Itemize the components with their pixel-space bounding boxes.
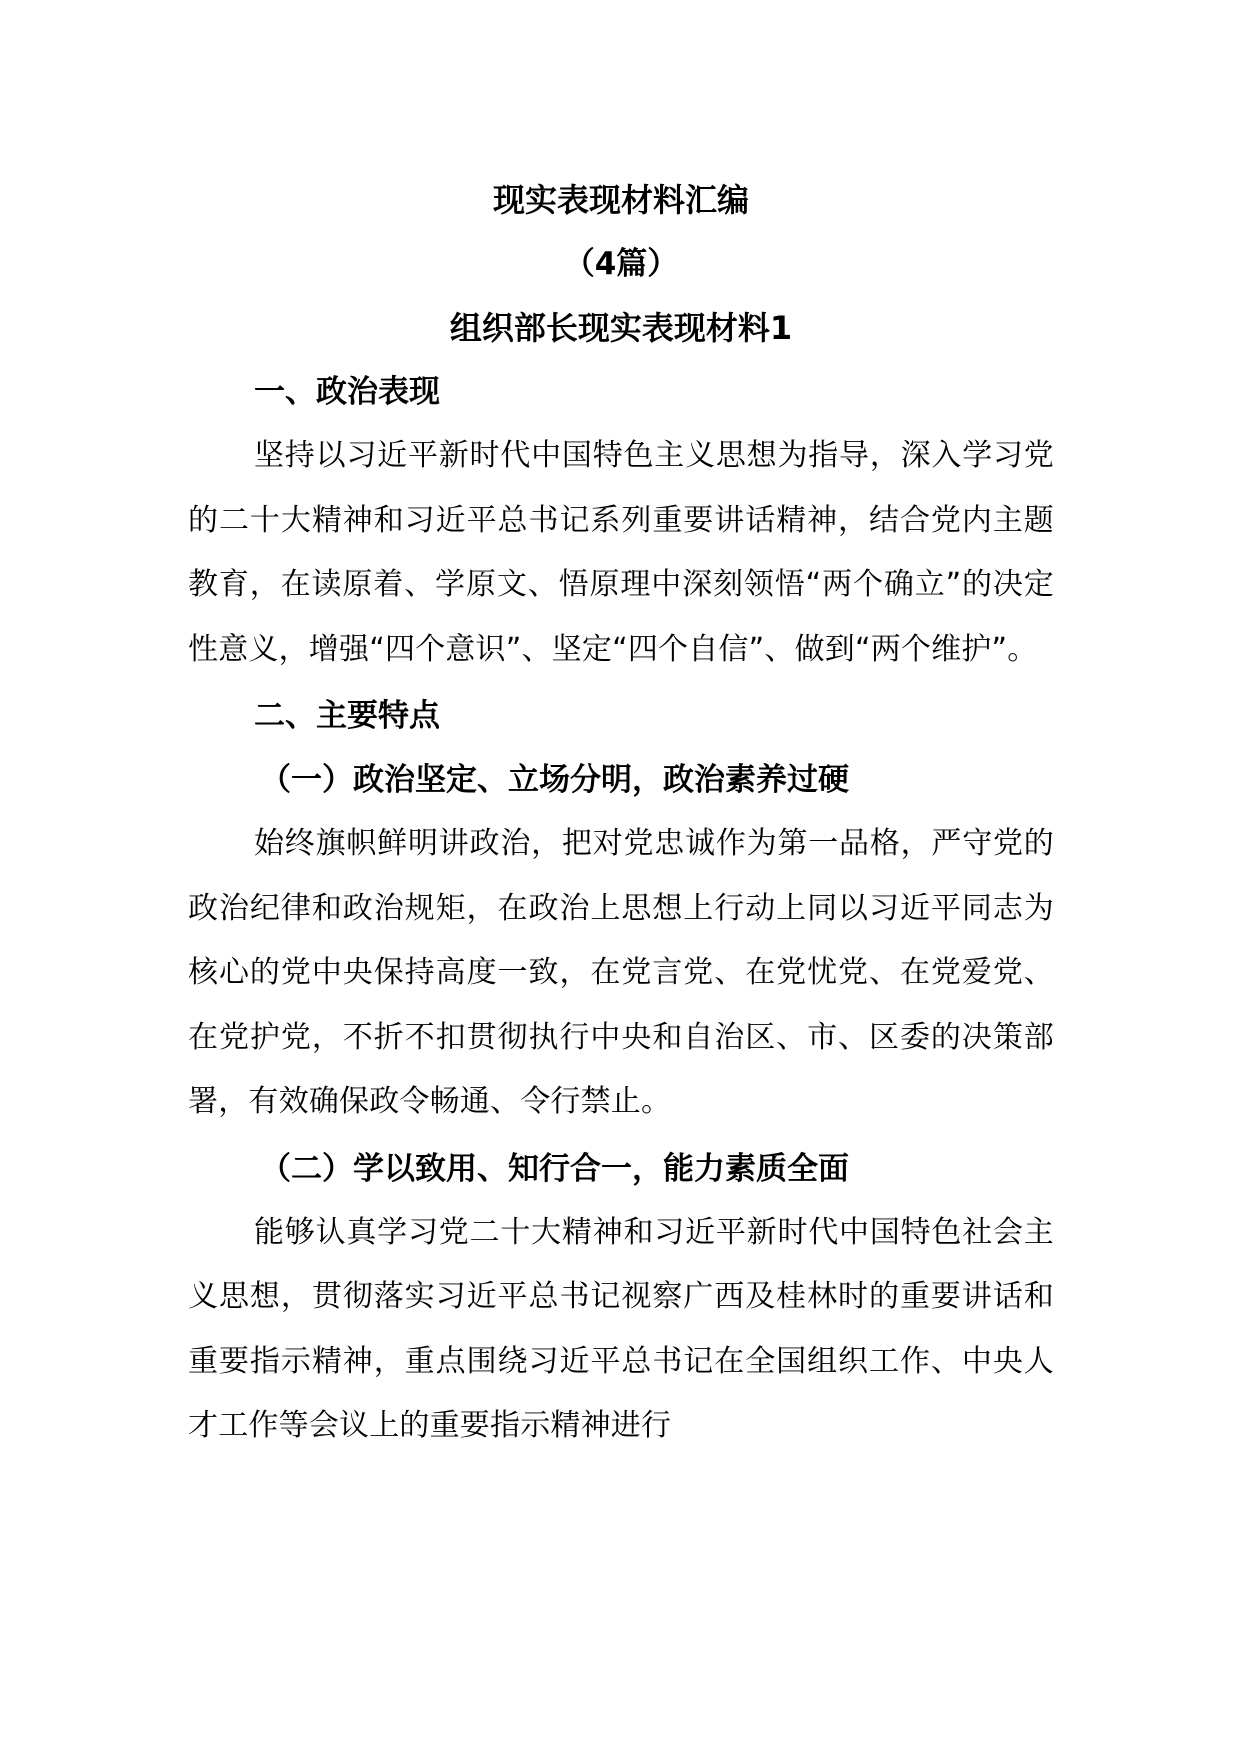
section-paragraph-political: 坚持以习近平新时代中国特色主义思想为指导，深入学习党的二十大精神和习近平总书记系列重要讲话精神，结合党内主题教育，在读原着、学原文、悟原理中深刻领悟“两个确立”的决定性意义，增强“四个意识”、坚定“四个自信”、做到“两个维护”。 <box>188 438 1054 667</box>
document-body <box>188 168 1054 1459</box>
article-title: 组织部长现实表现材料1 <box>449 309 793 347</box>
document-count: （4篇） <box>563 246 679 282</box>
subsection-paragraph-2: 能够认真学习党二十大精神和习近平新时代中国特色社会主义思想，贯彻落实习近平总书记视察广西及桂林时的重要讲话和重要指示精神，重点围绕习近平总书记在全国组织工作、中央人才工作等会议上的重要指示精神进行 <box>188 1214 1054 1443</box>
subsection-paragraph-1: 始终旗帜鲜明讲政治，把对党忠诚作为第一品格，严守党的政治纪律和政治规矩，在政治上思想上行动上同以习近平同志为核心的党中央保持高度一致，在党言党、在党忧党、在党爱党、在党护党，不折不扣贯彻执行中央和自治区、市、区委的决策部署，有效确保政令畅通、令行禁止。 <box>188 826 1054 1119</box>
subsection-heading-1: （一）政治坚定、立场分明，政治素养过硬 <box>260 762 849 798</box>
section-heading-features: 二、主要特点 <box>254 698 440 734</box>
subsection-heading-2: （二）学以致用、知行合一，能力素质全面 <box>260 1150 849 1187</box>
document-title: 现实表现材料汇编 <box>492 181 749 219</box>
section-heading-political: 一、政治表现 <box>254 374 440 410</box>
